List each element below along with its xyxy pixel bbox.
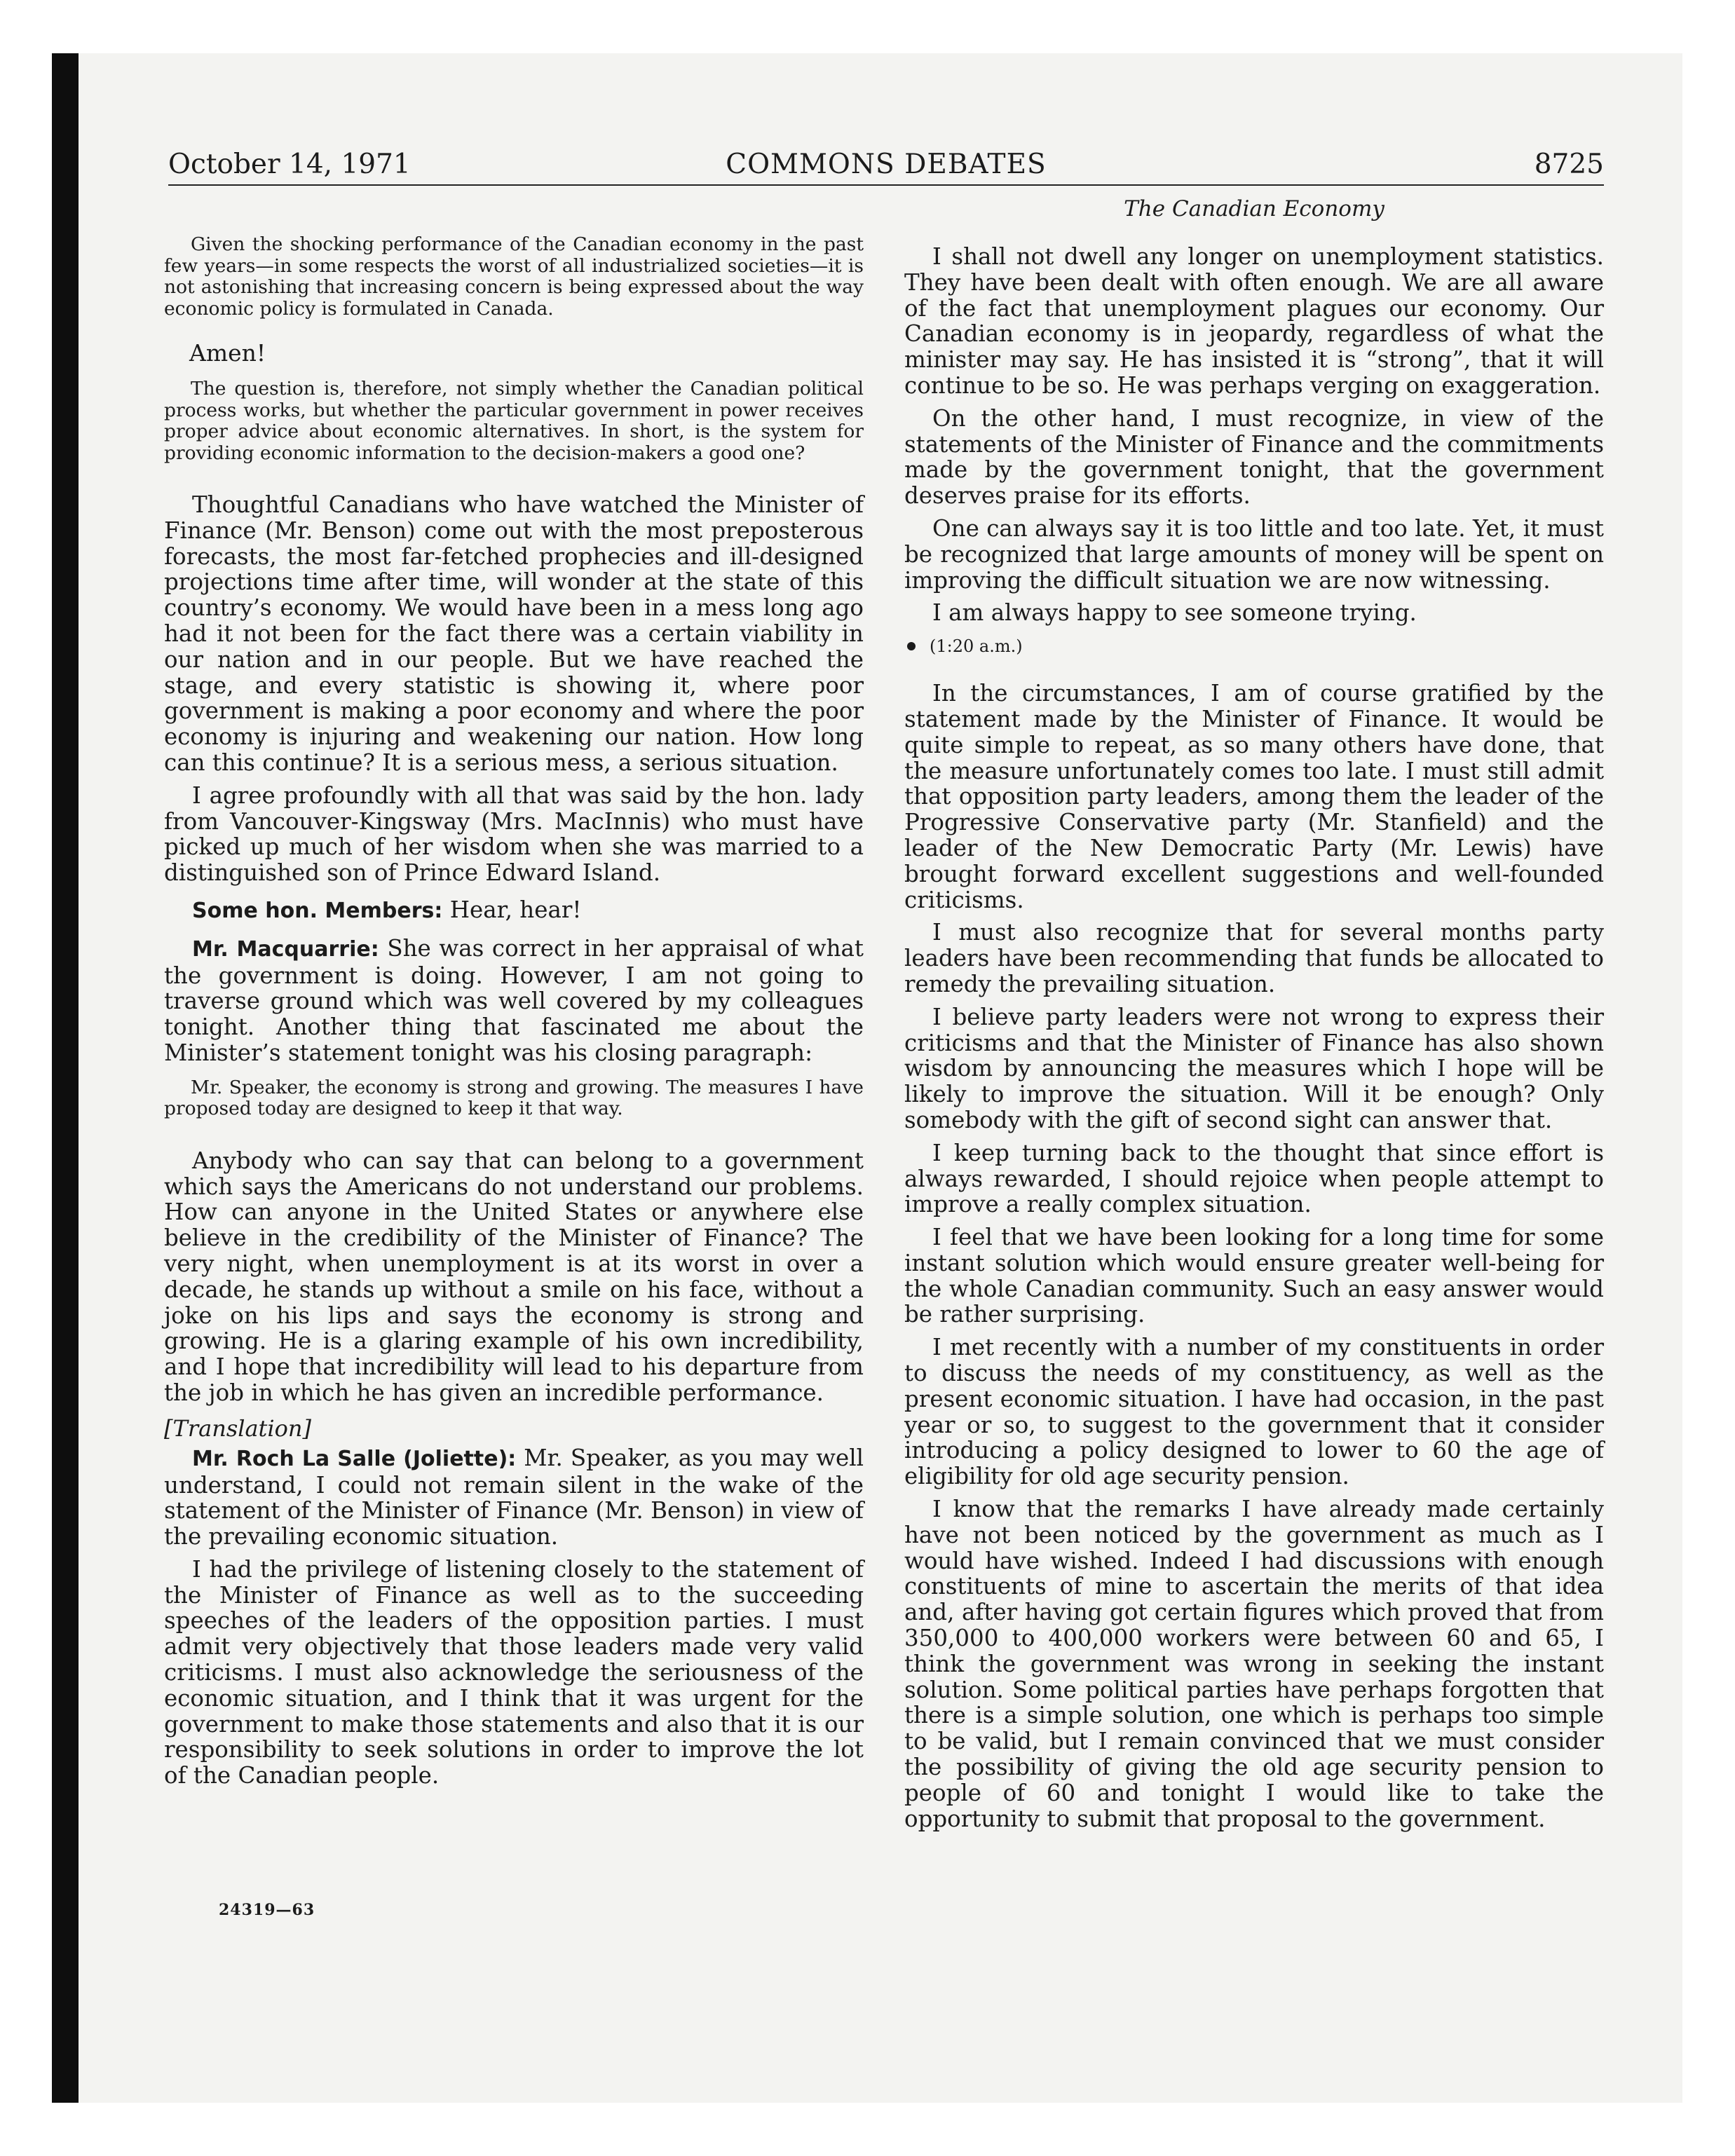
- speech-text: She was correct in her appraisal of what the government is doing. However, I am not going to traverse ground which was well covered by my colleagues tonight. Another thing that fascinated me about the Minister’s statement tonight was his closing paragraph:: [164, 934, 864, 1066]
- timestamp-text: (1:20 a.m.): [930, 636, 1023, 657]
- paragraph: On the other hand, I must recognize, in view of the statements of the Minister of Finance and the commitments made by the government tonight, that the government deserves praise for its efforts.: [904, 404, 1604, 510]
- translation-note: [Translation]: [164, 1414, 311, 1442]
- bullet-icon: [907, 642, 916, 650]
- paragraph: I believe party leaders were not wrong to express their criticisms and that the Minister of Finance has also shown wisdom by announcing the measures which I hope will be likely to improve the situation. Will it be enough? Only somebody with the gift of second sight can answer that.: [904, 1003, 1604, 1133]
- paragraph: I must also recognize that for several months party leaders have been recommending that funds be allocated to remedy the prevailing situation.: [904, 919, 1604, 997]
- speaker-name: Some hon. Members:: [192, 898, 443, 923]
- left-column: [164, 234, 864, 1796]
- quotation-block: The question is, therefore, not simply whether the Canadian political process works, but whether the particular government in power receives proper advice about economic alternatives. In short, is the system for providing economic information to the decision-makers a good one?: [164, 378, 864, 464]
- quotation-block: Given the shocking performance of the Canadian economy in the past few years—in some respects the worst of all industrialized societies—it is not astonishing that increasing concern is being expressed about the way economic policy is formulated in Canada.: [164, 233, 864, 320]
- speech-paragraph: [164, 936, 864, 1066]
- scan-edge: [52, 53, 79, 2103]
- header-date: October 14, 1971: [168, 149, 411, 180]
- paragraph: I agree profoundly with all that was said by the hon. lady from Vancouver-Kingsway (Mrs. MacInnis) who must have picked up much of her wisdom when she was married to a distinguished son of Prince Edward Island.: [164, 782, 864, 887]
- right-column: [904, 195, 1604, 1838]
- paragraph: One can always say it is too little and too late. Yet, it must be recognized that large amounts of money will be spent on improving the difficult situation we are now witnessing.: [904, 514, 1604, 594]
- section-title: The Canadian Economy: [1124, 196, 1384, 221]
- paragraph: Anybody who can say that can belong to a government which says the Americans do not understand our problems. How can anyone in the United States or anywhere else believe in the credibility of the Minister of Finance? The very night, when unemployment is at its worst in over a decade, he stands up without a smile on his face, without a joke on his lips and says the economy is strong and growing. He is a glaring example of his own incredibility, and I hope that incredibility will lead to his departure from the job in which he has given an incredible performance.: [164, 1147, 864, 1406]
- paragraph: I know that the remarks I have already made certainly have not been noticed by the government as much as I would have wished. Indeed I had discussions with enough constituents of mine to ascertain the merits of that idea and, after having got certain figures which proved that from 350,000 to 400,000 workers were between 60 and 65, I think the government was wrong in seeking the instant solution. Some political parties have perhaps forgotten that there is a simple solution, one which is perhaps too simple to be valid, but I remain convinced that we must consider the possibility of giving the old age security pension to people of 60 and tonight I would like to take the opportunity to submit that proposal to the government.: [904, 1496, 1604, 1832]
- print-code: 24319—63: [219, 1901, 315, 1919]
- paragraph: I keep turning back to the thought that since effort is always rewarded, I should rejoice when people attempt to improve a really complex situation.: [904, 1139, 1604, 1218]
- paragraph: I met recently with a number of my constituents in order to discuss the needs of my constituency, as well as the present economic situation. I have had occasion, in the past year or so, to suggest to the government that it consider introducing a policy designed to lower to 60 the age of eligibility for old age security pension.: [904, 1334, 1604, 1490]
- paragraph: Thoughtful Canadians who have watched the Minister of Finance (Mr. Benson) come out with the most preposterous forecasts, the most far-fetched prophecies and ill-designed projections time after time, will wonder at the state of this country’s economy. We would have been in a mess long ago had it not been for the fact there was a certain viability in our nation and in our people. But we have reached the stage, and every statistic is showing it, where poor government is making a poor economy and where the poor economy is injuring and weakening our nation. How long can this continue? It is a serious mess, a serious situation.: [164, 491, 864, 776]
- paragraph: I feel that we have been looking for a long time for some instant solution which would ensure greater well-being for the whole Canadian community. Such an easy answer would be rather surprising.: [904, 1224, 1604, 1328]
- interjection: Amen!: [189, 339, 266, 367]
- timestamp: [904, 636, 1604, 657]
- paragraph: I had the privilege of listening closely to the statement of the Minister of Finance as well as to the succeeding speeches of the leaders of the opposition parties. I must admit very objectively that those leaders made very valid criticisms. I must also acknowledge the seriousness of the economic situation, and I think that it was urgent for the government to make those statements and also that it is our responsibility to seek solutions in order to improve the lot of the Canadian people.: [164, 1555, 864, 1789]
- publication-title: COMMONS DEBATES: [726, 149, 1047, 180]
- page-number: 8725: [1534, 149, 1604, 180]
- speech-paragraph: [164, 1445, 864, 1550]
- speaker-name: Mr. Macquarrie:: [192, 936, 379, 962]
- paragraph: I shall not dwell any longer on unemployment statistics. They have been dealt with often enough. We are all aware of the fact that unemployment plagues our economy. Our Canadian economy is in jeopardy, regardless of what the minister may say. He has insisted it is “strong”, that it will continue to be so. He was perhaps verging on exaggeration.: [904, 243, 1604, 399]
- speech-paragraph: [164, 897, 864, 925]
- quotation-block: Mr. Speaker, the economy is strong and growing. The measures I have proposed today are designed to keep it that way.: [164, 1076, 864, 1120]
- page-header: [168, 144, 1604, 186]
- paragraph: In the circumstances, I am of course gratified by the statement made by the Minister of Finance. It would be quite simple to repeat, as so many others have done, that the measure unfortunately comes too late. I must still admit that opposition party leaders, among them the leader of the Progressive Conservative party (Mr. Stanfield) and the leader of the New Democratic Party (Mr. Lewis) have brought forward excellent suggestions and well-founded criticisms.: [904, 680, 1604, 913]
- speech-text: Mr. Speaker, as you may well understand, I could not remain silent in the wake of the statement of the Minister of Finance (Mr. Benson) in view of the prevailing economic situation.: [164, 1444, 864, 1550]
- speech-text: Hear, hear!: [449, 896, 582, 923]
- speaker-name: Mr. Roch La Salle (Joliette):: [192, 1446, 517, 1471]
- paragraph: I am always happy to see someone trying.: [932, 599, 1417, 627]
